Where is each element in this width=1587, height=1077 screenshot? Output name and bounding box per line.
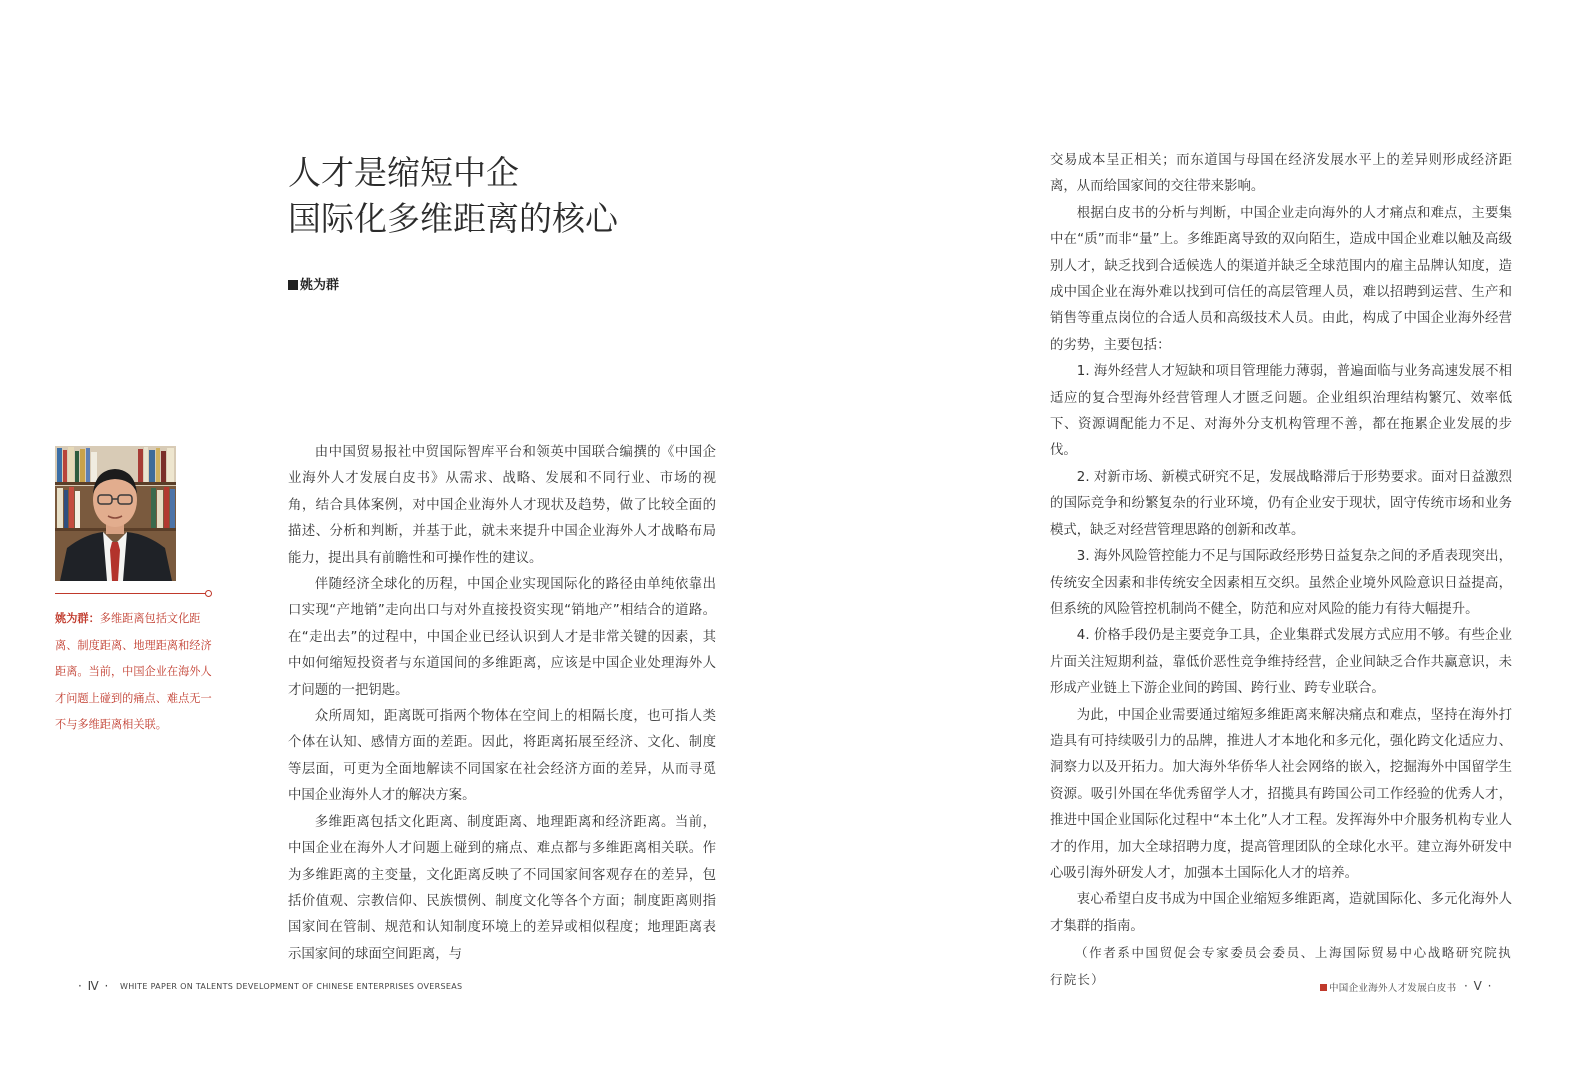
paragraph: 众所周知，距离既可指两个物体在空间上的相隔长度，也可指人类个体在认知、感情方面的差距。因此，将距离拓展至经济、文化、制度等层面，可更为全面地解读不同国家在社会经济方面的差异，从而寻觅中国企业海外人才的解决方案。 — [288, 709, 716, 804]
author-note: （作者系中国贸促会专家委员会委员、上海国际贸易中心战略研究院执行院长） — [1050, 945, 1512, 987]
list-item: 4. 价格手段仍是主要竞争工具，企业集群式发展方式应用不够。有些企业片面关注短期利益，靠低价恶性竞争维持经营，企业间缺乏合作共赢意识，未形成产业链上下游企业间的跨国、跨行业、跨专业联合。 — [1050, 628, 1512, 697]
footer-right-text: 中国企业海外人才发展白皮书 — [1329, 983, 1457, 994]
footer-right — [1320, 980, 1456, 994]
paragraph-continuation: 交易成本呈正相关；而东道国与母国在经济发展水平上的差异则形成经济距离，从而给国家间的交往带来影响。 — [1050, 153, 1512, 195]
article-title — [288, 150, 748, 242]
divider-end-dot — [205, 590, 212, 597]
list-item: 3. 海外风险管控能力不足与国际政经形势日益复杂之间的矛盾表现突出，传统安全因素和非传统安全因素相互交织。虽然企业境外风险意识日益提高，但系统的风险管控机制尚不健全，防范和应对风险的能力有待大幅提升。 — [1050, 549, 1512, 617]
right-column-body — [1050, 148, 1512, 993]
author-photo — [55, 446, 176, 581]
paragraph: 为此，中国企业需要通过缩短多维距离来解决痛点和难点，坚持在海外打造具有可持续吸引力的品牌，推进人才本地化和多元化，强化跨文化适应力、洞察力以及开拓力。加大海外华侨华人社会网络的嵌入，挖掘海外中国留学生资源。吸引外国在华优秀留学人才，招揽具有跨国公司工作经验的优秀人才，推进中国企业国际化过程中“本土化”人才工程。发挥海外中介服务机构专业人才的作用，加大全球招聘力度，提高管理团队的全球化水平。建立海外研发中心吸引海外研发人才，加强本土国际化人才的培养。 — [1050, 707, 1512, 881]
title-line-2: 国际化多维距离的核心 — [288, 199, 618, 238]
portrait-image — [55, 446, 176, 581]
caption-divider — [55, 593, 207, 594]
author-byline — [288, 274, 339, 293]
page-number-left: · Ⅳ · — [78, 979, 110, 993]
square-bullet-icon — [288, 280, 298, 290]
pull-quote-text: 多维距离包括文化距离、制度距离、地理距离和经济距离。当前，中国企业在海外人才问题上碰到的痛点、难点无一不与多维距离相关联。 — [55, 612, 212, 731]
red-square-icon — [1320, 984, 1327, 991]
author-name: 姚为群 — [300, 278, 340, 293]
paragraph: 根据白皮书的分析与判断，中国企业走向海外的人才痛点和难点，主要集中在“质”而非“量”上。多维距离导致的双向陌生，造成中国企业难以触及高级别人才，缺乏找到合适候选人的渠道并缺乏全球范围内的雇主品牌认知度，造成中国企业在海外难以找到可信任的高层管理人员，难以招聘到运营、生产和销售等重点岗位的合适人员和高级技术人员。由此，构成了中国企业海外经营的劣势，主要包括： — [1050, 205, 1512, 353]
page-number-right: · Ⅴ · — [1464, 979, 1493, 993]
paragraph: 多维距离包括文化距离、制度距离、地理距离和经济距离。当前，中国企业在海外人才问题上碰到的痛点、难点都与多维距离相关联。作为多维距离的主变量，文化距离反映了不同国家间客观存在的差异，包括价值观、宗教信仰、民族惯例、制度文化等各个方面；制度距离则指国家间在管制、规范和认知制度环境上的差异或相似程度；地理距离表示国家间的球面空间距离，与 — [288, 814, 716, 962]
footer-left-text: WHITE PAPER ON TALENTS DEVELOPMENT OF CHINESE ENTERPRISES OVERSEAS — [120, 982, 463, 991]
left-column-body — [288, 440, 716, 968]
list-item: 2. 对新市场、新模式研究不足，发展战略滞后于形势要求。面对日益激烈的国际竞争和纷繁复杂的行业环境，仍有企业安于现状，固守传统市场和业务模式，缺乏对经营管理思路的创新和改革。 — [1050, 469, 1512, 538]
paragraph: 衷心希望白皮书成为中国企业缩短多维距离，造就国际化、多元化海外人才集群的指南。 — [1050, 892, 1512, 934]
paragraph: 由中国贸易报社中贸国际智库平台和领英中国联合编撰的《中国企业海外人才发展白皮书》从需求、战略、发展和不同行业、市场的视角，结合具体案例，对中国企业海外人才现状及趋势，做了比较全面的描述、分析和判断，并基于此，就未来提升中国企业海外人才战略布局能力，提出具有前瞻性和可操作性的建议。 — [288, 445, 716, 566]
title-line-1: 人才是缩短中企 — [288, 153, 519, 192]
list-item: 1. 海外经营人才短缺和项目管理能力薄弱，普遍面临与业务高速发展不相适应的复合型海外经营管理人才匮乏问题。企业组织治理结构繁冗、效率低下、资源调配能力不足、对海外分支机构管理不善，都在拖累企业发展的步伐。 — [1050, 364, 1512, 459]
paragraph: 伴随经济全球化的历程，中国企业实现国际化的路径由单纯依靠出口实现“产地销”走向出口与对外直接投资实现“销地产”相结合的道路。在“走出去”的过程中，中国企业已经认识到人才是非常关键的因素，其中如何缩短投资者与东道国间的多维距离，应该是中国企业处理海外人才问题的一把钥匙。 — [288, 577, 716, 698]
pull-quote-name: 姚为群： — [55, 612, 100, 625]
pull-quote — [55, 606, 215, 739]
